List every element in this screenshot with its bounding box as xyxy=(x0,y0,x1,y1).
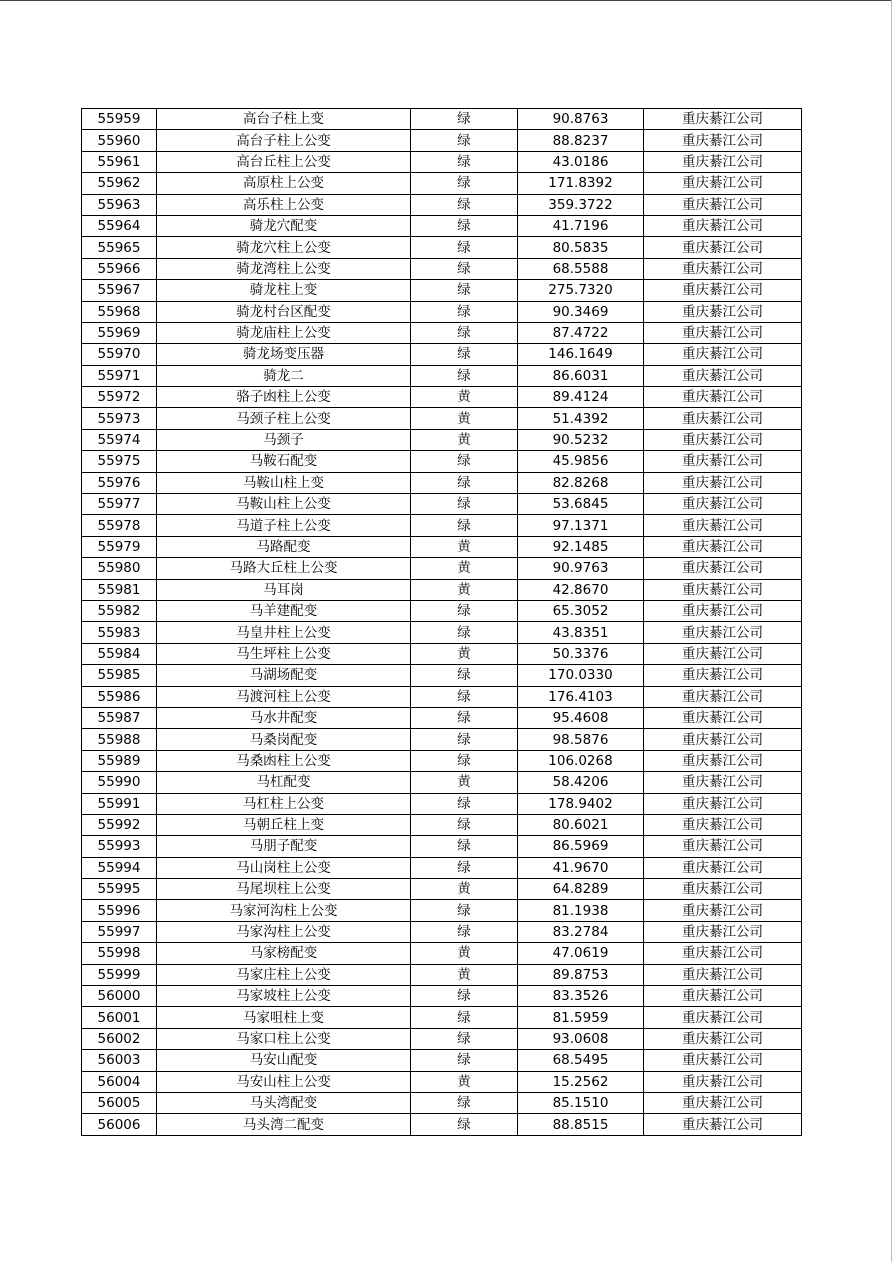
table-row xyxy=(82,665,802,686)
status-cell: 绿 xyxy=(411,707,518,728)
name-cell: 马尾坝柱上公变 xyxy=(157,879,411,900)
value-cell: 171.8392 xyxy=(518,173,644,194)
table-row xyxy=(82,643,802,664)
row-id-cell: 55996 xyxy=(82,900,157,921)
company-cell: 重庆綦江公司 xyxy=(644,1007,802,1028)
row-id-cell: 55965 xyxy=(82,237,157,258)
status-cell: 绿 xyxy=(411,344,518,365)
company-cell: 重庆綦江公司 xyxy=(644,429,802,450)
name-cell: 马家沟柱上公变 xyxy=(157,921,411,942)
status-cell: 黄 xyxy=(411,429,518,450)
value-cell: 97.1371 xyxy=(518,515,644,536)
company-cell: 重庆綦江公司 xyxy=(644,258,802,279)
table-row xyxy=(82,964,802,985)
data-table xyxy=(81,108,802,1136)
row-id-cell: 55989 xyxy=(82,750,157,771)
table-row xyxy=(82,879,802,900)
name-cell: 马鞍石配变 xyxy=(157,451,411,472)
name-cell: 骑龙柱上变 xyxy=(157,280,411,301)
company-cell: 重庆綦江公司 xyxy=(644,301,802,322)
value-cell: 58.4206 xyxy=(518,772,644,793)
name-cell: 骑龙二 xyxy=(157,365,411,386)
company-cell: 重庆綦江公司 xyxy=(644,600,802,621)
table-row xyxy=(82,173,802,194)
table-row xyxy=(82,1092,802,1113)
table-row xyxy=(82,857,802,878)
row-id-cell: 55992 xyxy=(82,814,157,835)
row-id-cell: 55963 xyxy=(82,194,157,215)
table-row xyxy=(82,836,802,857)
status-cell: 绿 xyxy=(411,921,518,942)
status-cell: 绿 xyxy=(411,194,518,215)
status-cell: 绿 xyxy=(411,686,518,707)
status-cell: 黄 xyxy=(411,536,518,557)
name-cell: 马朋子配变 xyxy=(157,836,411,857)
value-cell: 89.8753 xyxy=(518,964,644,985)
value-cell: 43.0186 xyxy=(518,151,644,172)
row-id-cell: 55980 xyxy=(82,558,157,579)
row-id-cell: 56001 xyxy=(82,1007,157,1028)
company-cell: 重庆綦江公司 xyxy=(644,665,802,686)
status-cell: 绿 xyxy=(411,301,518,322)
value-cell: 80.5835 xyxy=(518,237,644,258)
company-cell: 重庆綦江公司 xyxy=(644,579,802,600)
row-id-cell: 55987 xyxy=(82,707,157,728)
name-cell: 马安山柱上公变 xyxy=(157,1071,411,1092)
value-cell: 43.8351 xyxy=(518,622,644,643)
row-id-cell: 55975 xyxy=(82,451,157,472)
company-cell: 重庆綦江公司 xyxy=(644,322,802,343)
name-cell: 马朝丘柱上变 xyxy=(157,814,411,835)
row-id-cell: 55994 xyxy=(82,857,157,878)
company-cell: 重庆綦江公司 xyxy=(644,750,802,771)
status-cell: 绿 xyxy=(411,729,518,750)
status-cell: 绿 xyxy=(411,322,518,343)
value-cell: 90.9763 xyxy=(518,558,644,579)
company-cell: 重庆綦江公司 xyxy=(644,772,802,793)
company-cell: 重庆綦江公司 xyxy=(644,515,802,536)
table-row xyxy=(82,579,802,600)
value-cell: 359.3722 xyxy=(518,194,644,215)
company-cell: 重庆綦江公司 xyxy=(644,280,802,301)
row-id-cell: 55970 xyxy=(82,344,157,365)
page-top-border xyxy=(0,0,892,1)
name-cell: 马杠配变 xyxy=(157,772,411,793)
value-cell: 83.3526 xyxy=(518,986,644,1007)
value-cell: 68.5588 xyxy=(518,258,644,279)
value-cell: 65.3052 xyxy=(518,600,644,621)
name-cell: 马家庄柱上公变 xyxy=(157,964,411,985)
table-row xyxy=(82,558,802,579)
value-cell: 81.5959 xyxy=(518,1007,644,1028)
company-cell: 重庆綦江公司 xyxy=(644,1071,802,1092)
table-row xyxy=(82,943,802,964)
name-cell: 马家坡柱上公变 xyxy=(157,986,411,1007)
company-cell: 重庆綦江公司 xyxy=(644,793,802,814)
company-cell: 重庆綦江公司 xyxy=(644,237,802,258)
table-row xyxy=(82,793,802,814)
name-cell: 马鞍山柱上公变 xyxy=(157,494,411,515)
row-id-cell: 55984 xyxy=(82,643,157,664)
company-cell: 重庆綦江公司 xyxy=(644,151,802,172)
company-cell: 重庆綦江公司 xyxy=(644,536,802,557)
row-id-cell: 55990 xyxy=(82,772,157,793)
status-cell: 绿 xyxy=(411,472,518,493)
value-cell: 15.2562 xyxy=(518,1071,644,1092)
name-cell: 马路大丘柱上公变 xyxy=(157,558,411,579)
row-id-cell: 55969 xyxy=(82,322,157,343)
status-cell: 绿 xyxy=(411,600,518,621)
company-cell: 重庆綦江公司 xyxy=(644,1114,802,1135)
company-cell: 重庆綦江公司 xyxy=(644,836,802,857)
table-row xyxy=(82,515,802,536)
company-cell: 重庆綦江公司 xyxy=(644,964,802,985)
table-row xyxy=(82,258,802,279)
row-id-cell: 55998 xyxy=(82,943,157,964)
name-cell: 马路配变 xyxy=(157,536,411,557)
company-cell: 重庆綦江公司 xyxy=(644,408,802,429)
status-cell: 黄 xyxy=(411,1071,518,1092)
table-row xyxy=(82,130,802,151)
value-cell: 90.8763 xyxy=(518,109,644,130)
company-cell: 重庆綦江公司 xyxy=(644,472,802,493)
name-cell: 马生坪柱上公变 xyxy=(157,643,411,664)
row-id-cell: 55991 xyxy=(82,793,157,814)
row-id-cell: 55964 xyxy=(82,215,157,236)
name-cell: 马家咀柱上变 xyxy=(157,1007,411,1028)
value-cell: 83.2784 xyxy=(518,921,644,942)
name-cell: 马头湾配变 xyxy=(157,1092,411,1113)
status-cell: 绿 xyxy=(411,793,518,814)
status-cell: 绿 xyxy=(411,986,518,1007)
value-cell: 86.5969 xyxy=(518,836,644,857)
status-cell: 绿 xyxy=(411,151,518,172)
name-cell: 马头湾二配变 xyxy=(157,1114,411,1135)
name-cell: 马湖场配变 xyxy=(157,665,411,686)
row-id-cell: 55988 xyxy=(82,729,157,750)
table-row xyxy=(82,921,802,942)
company-cell: 重庆綦江公司 xyxy=(644,387,802,408)
table-row xyxy=(82,365,802,386)
name-cell: 马山岗柱上公变 xyxy=(157,857,411,878)
name-cell: 马耳岗 xyxy=(157,579,411,600)
row-id-cell: 55977 xyxy=(82,494,157,515)
name-cell: 马水井配变 xyxy=(157,707,411,728)
company-cell: 重庆綦江公司 xyxy=(644,194,802,215)
table-row xyxy=(82,472,802,493)
value-cell: 68.5495 xyxy=(518,1050,644,1071)
value-cell: 41.7196 xyxy=(518,215,644,236)
value-cell: 85.1510 xyxy=(518,1092,644,1113)
value-cell: 88.8237 xyxy=(518,130,644,151)
status-cell: 绿 xyxy=(411,1007,518,1028)
row-id-cell: 56006 xyxy=(82,1114,157,1135)
table-row xyxy=(82,109,802,130)
row-id-cell: 55999 xyxy=(82,964,157,985)
status-cell: 黄 xyxy=(411,408,518,429)
company-cell: 重庆綦江公司 xyxy=(644,215,802,236)
table-row xyxy=(82,1028,802,1049)
status-cell: 绿 xyxy=(411,109,518,130)
value-cell: 98.5876 xyxy=(518,729,644,750)
company-cell: 重庆綦江公司 xyxy=(644,365,802,386)
status-cell: 绿 xyxy=(411,900,518,921)
row-id-cell: 55995 xyxy=(82,879,157,900)
name-cell: 骆子凼柱上公变 xyxy=(157,387,411,408)
status-cell: 绿 xyxy=(411,665,518,686)
company-cell: 重庆綦江公司 xyxy=(644,857,802,878)
table-row xyxy=(82,536,802,557)
status-cell: 绿 xyxy=(411,365,518,386)
name-cell: 高原柱上公变 xyxy=(157,173,411,194)
value-cell: 80.6021 xyxy=(518,814,644,835)
table-row xyxy=(82,707,802,728)
value-cell: 51.4392 xyxy=(518,408,644,429)
company-cell: 重庆綦江公司 xyxy=(644,814,802,835)
table-row xyxy=(82,429,802,450)
row-id-cell: 55979 xyxy=(82,536,157,557)
name-cell: 骑龙湾柱上公变 xyxy=(157,258,411,279)
row-id-cell: 55986 xyxy=(82,686,157,707)
company-cell: 重庆綦江公司 xyxy=(644,1028,802,1049)
status-cell: 绿 xyxy=(411,814,518,835)
row-id-cell: 55968 xyxy=(82,301,157,322)
name-cell: 马渡河柱上公变 xyxy=(157,686,411,707)
name-cell: 高台子柱上公变 xyxy=(157,130,411,151)
status-cell: 黄 xyxy=(411,643,518,664)
table-row xyxy=(82,194,802,215)
status-cell: 绿 xyxy=(411,258,518,279)
company-cell: 重庆綦江公司 xyxy=(644,943,802,964)
name-cell: 骑龙穴配变 xyxy=(157,215,411,236)
value-cell: 146.1649 xyxy=(518,344,644,365)
status-cell: 绿 xyxy=(411,857,518,878)
status-cell: 黄 xyxy=(411,772,518,793)
name-cell: 马皇井柱上公变 xyxy=(157,622,411,643)
table-row xyxy=(82,1071,802,1092)
company-cell: 重庆綦江公司 xyxy=(644,900,802,921)
table-row xyxy=(82,344,802,365)
status-cell: 黄 xyxy=(411,943,518,964)
company-cell: 重庆綦江公司 xyxy=(644,558,802,579)
table-row xyxy=(82,237,802,258)
status-cell: 绿 xyxy=(411,1050,518,1071)
table-row xyxy=(82,451,802,472)
row-id-cell: 55961 xyxy=(82,151,157,172)
status-cell: 绿 xyxy=(411,280,518,301)
company-cell: 重庆綦江公司 xyxy=(644,109,802,130)
status-cell: 绿 xyxy=(411,836,518,857)
row-id-cell: 55976 xyxy=(82,472,157,493)
row-id-cell: 55967 xyxy=(82,280,157,301)
table-row xyxy=(82,280,802,301)
company-cell: 重庆綦江公司 xyxy=(644,494,802,515)
value-cell: 82.8268 xyxy=(518,472,644,493)
table-row xyxy=(82,729,802,750)
status-cell: 黄 xyxy=(411,579,518,600)
company-cell: 重庆綦江公司 xyxy=(644,729,802,750)
table-row xyxy=(82,750,802,771)
company-cell: 重庆綦江公司 xyxy=(644,879,802,900)
row-id-cell: 55978 xyxy=(82,515,157,536)
status-cell: 绿 xyxy=(411,515,518,536)
row-id-cell: 55971 xyxy=(82,365,157,386)
name-cell: 马杠柱上公变 xyxy=(157,793,411,814)
row-id-cell: 55972 xyxy=(82,387,157,408)
name-cell: 马颈子 xyxy=(157,429,411,450)
value-cell: 89.4124 xyxy=(518,387,644,408)
table-row xyxy=(82,1007,802,1028)
value-cell: 87.4722 xyxy=(518,322,644,343)
table-row xyxy=(82,151,802,172)
company-cell: 重庆綦江公司 xyxy=(644,130,802,151)
name-cell: 马桑凼柱上公变 xyxy=(157,750,411,771)
value-cell: 90.3469 xyxy=(518,301,644,322)
status-cell: 黄 xyxy=(411,558,518,579)
company-cell: 重庆綦江公司 xyxy=(644,1092,802,1113)
name-cell: 高乐柱上公变 xyxy=(157,194,411,215)
value-cell: 95.4608 xyxy=(518,707,644,728)
status-cell: 绿 xyxy=(411,173,518,194)
table-row xyxy=(82,686,802,707)
status-cell: 绿 xyxy=(411,215,518,236)
name-cell: 高台丘柱上公变 xyxy=(157,151,411,172)
company-cell: 重庆綦江公司 xyxy=(644,707,802,728)
table-row xyxy=(82,408,802,429)
company-cell: 重庆綦江公司 xyxy=(644,173,802,194)
status-cell: 绿 xyxy=(411,1092,518,1113)
row-id-cell: 55962 xyxy=(82,173,157,194)
company-cell: 重庆綦江公司 xyxy=(644,986,802,1007)
table-row xyxy=(82,322,802,343)
name-cell: 马羊建配变 xyxy=(157,600,411,621)
table-row xyxy=(82,1050,802,1071)
value-cell: 88.8515 xyxy=(518,1114,644,1135)
name-cell: 马道子柱上公变 xyxy=(157,515,411,536)
status-cell: 绿 xyxy=(411,237,518,258)
row-id-cell: 56002 xyxy=(82,1028,157,1049)
company-cell: 重庆綦江公司 xyxy=(644,686,802,707)
status-cell: 绿 xyxy=(411,750,518,771)
row-id-cell: 55974 xyxy=(82,429,157,450)
value-cell: 178.9402 xyxy=(518,793,644,814)
status-cell: 绿 xyxy=(411,451,518,472)
row-id-cell: 55982 xyxy=(82,600,157,621)
name-cell: 马安山配变 xyxy=(157,1050,411,1071)
name-cell: 马家榜配变 xyxy=(157,943,411,964)
name-cell: 马鞍山柱上变 xyxy=(157,472,411,493)
status-cell: 黄 xyxy=(411,387,518,408)
value-cell: 170.0330 xyxy=(518,665,644,686)
company-cell: 重庆綦江公司 xyxy=(644,344,802,365)
row-id-cell: 56005 xyxy=(82,1092,157,1113)
company-cell: 重庆綦江公司 xyxy=(644,451,802,472)
value-cell: 47.0619 xyxy=(518,943,644,964)
name-cell: 骑龙场变压器 xyxy=(157,344,411,365)
table-row xyxy=(82,986,802,1007)
row-id-cell: 55997 xyxy=(82,921,157,942)
table-row xyxy=(82,1114,802,1135)
row-id-cell: 55993 xyxy=(82,836,157,857)
value-cell: 93.0608 xyxy=(518,1028,644,1049)
table-row xyxy=(82,622,802,643)
name-cell: 马颈子柱上公变 xyxy=(157,408,411,429)
name-cell: 马家口柱上公变 xyxy=(157,1028,411,1049)
value-cell: 45.9856 xyxy=(518,451,644,472)
row-id-cell: 55985 xyxy=(82,665,157,686)
row-id-cell: 55983 xyxy=(82,622,157,643)
name-cell: 骑龙村台区配变 xyxy=(157,301,411,322)
table-row xyxy=(82,600,802,621)
company-cell: 重庆綦江公司 xyxy=(644,622,802,643)
name-cell: 马桑岗配变 xyxy=(157,729,411,750)
row-id-cell: 55981 xyxy=(82,579,157,600)
status-cell: 黄 xyxy=(411,879,518,900)
value-cell: 106.0268 xyxy=(518,750,644,771)
value-cell: 92.1485 xyxy=(518,536,644,557)
row-id-cell: 55959 xyxy=(82,109,157,130)
status-cell: 绿 xyxy=(411,1114,518,1135)
table-row xyxy=(82,494,802,515)
status-cell: 黄 xyxy=(411,964,518,985)
row-id-cell: 55960 xyxy=(82,130,157,151)
table-row xyxy=(82,814,802,835)
row-id-cell: 56003 xyxy=(82,1050,157,1071)
table-row xyxy=(82,772,802,793)
value-cell: 86.6031 xyxy=(518,365,644,386)
value-cell: 90.5232 xyxy=(518,429,644,450)
name-cell: 高台子柱上变 xyxy=(157,109,411,130)
value-cell: 176.4103 xyxy=(518,686,644,707)
status-cell: 绿 xyxy=(411,494,518,515)
value-cell: 41.9670 xyxy=(518,857,644,878)
table-body xyxy=(82,109,802,1136)
value-cell: 81.1938 xyxy=(518,900,644,921)
value-cell: 42.8670 xyxy=(518,579,644,600)
status-cell: 绿 xyxy=(411,1028,518,1049)
table-row xyxy=(82,301,802,322)
row-id-cell: 56000 xyxy=(82,986,157,1007)
name-cell: 骑龙穴柱上公变 xyxy=(157,237,411,258)
table-row xyxy=(82,900,802,921)
value-cell: 50.3376 xyxy=(518,643,644,664)
company-cell: 重庆綦江公司 xyxy=(644,921,802,942)
company-cell: 重庆綦江公司 xyxy=(644,1050,802,1071)
table-row xyxy=(82,387,802,408)
name-cell: 骑龙庙柱上公变 xyxy=(157,322,411,343)
row-id-cell: 56004 xyxy=(82,1071,157,1092)
status-cell: 绿 xyxy=(411,130,518,151)
value-cell: 275.7320 xyxy=(518,280,644,301)
status-cell: 绿 xyxy=(411,622,518,643)
row-id-cell: 55966 xyxy=(82,258,157,279)
row-id-cell: 55973 xyxy=(82,408,157,429)
value-cell: 64.8289 xyxy=(518,879,644,900)
table-row xyxy=(82,215,802,236)
name-cell: 马家河沟柱上公变 xyxy=(157,900,411,921)
company-cell: 重庆綦江公司 xyxy=(644,643,802,664)
value-cell: 53.6845 xyxy=(518,494,644,515)
